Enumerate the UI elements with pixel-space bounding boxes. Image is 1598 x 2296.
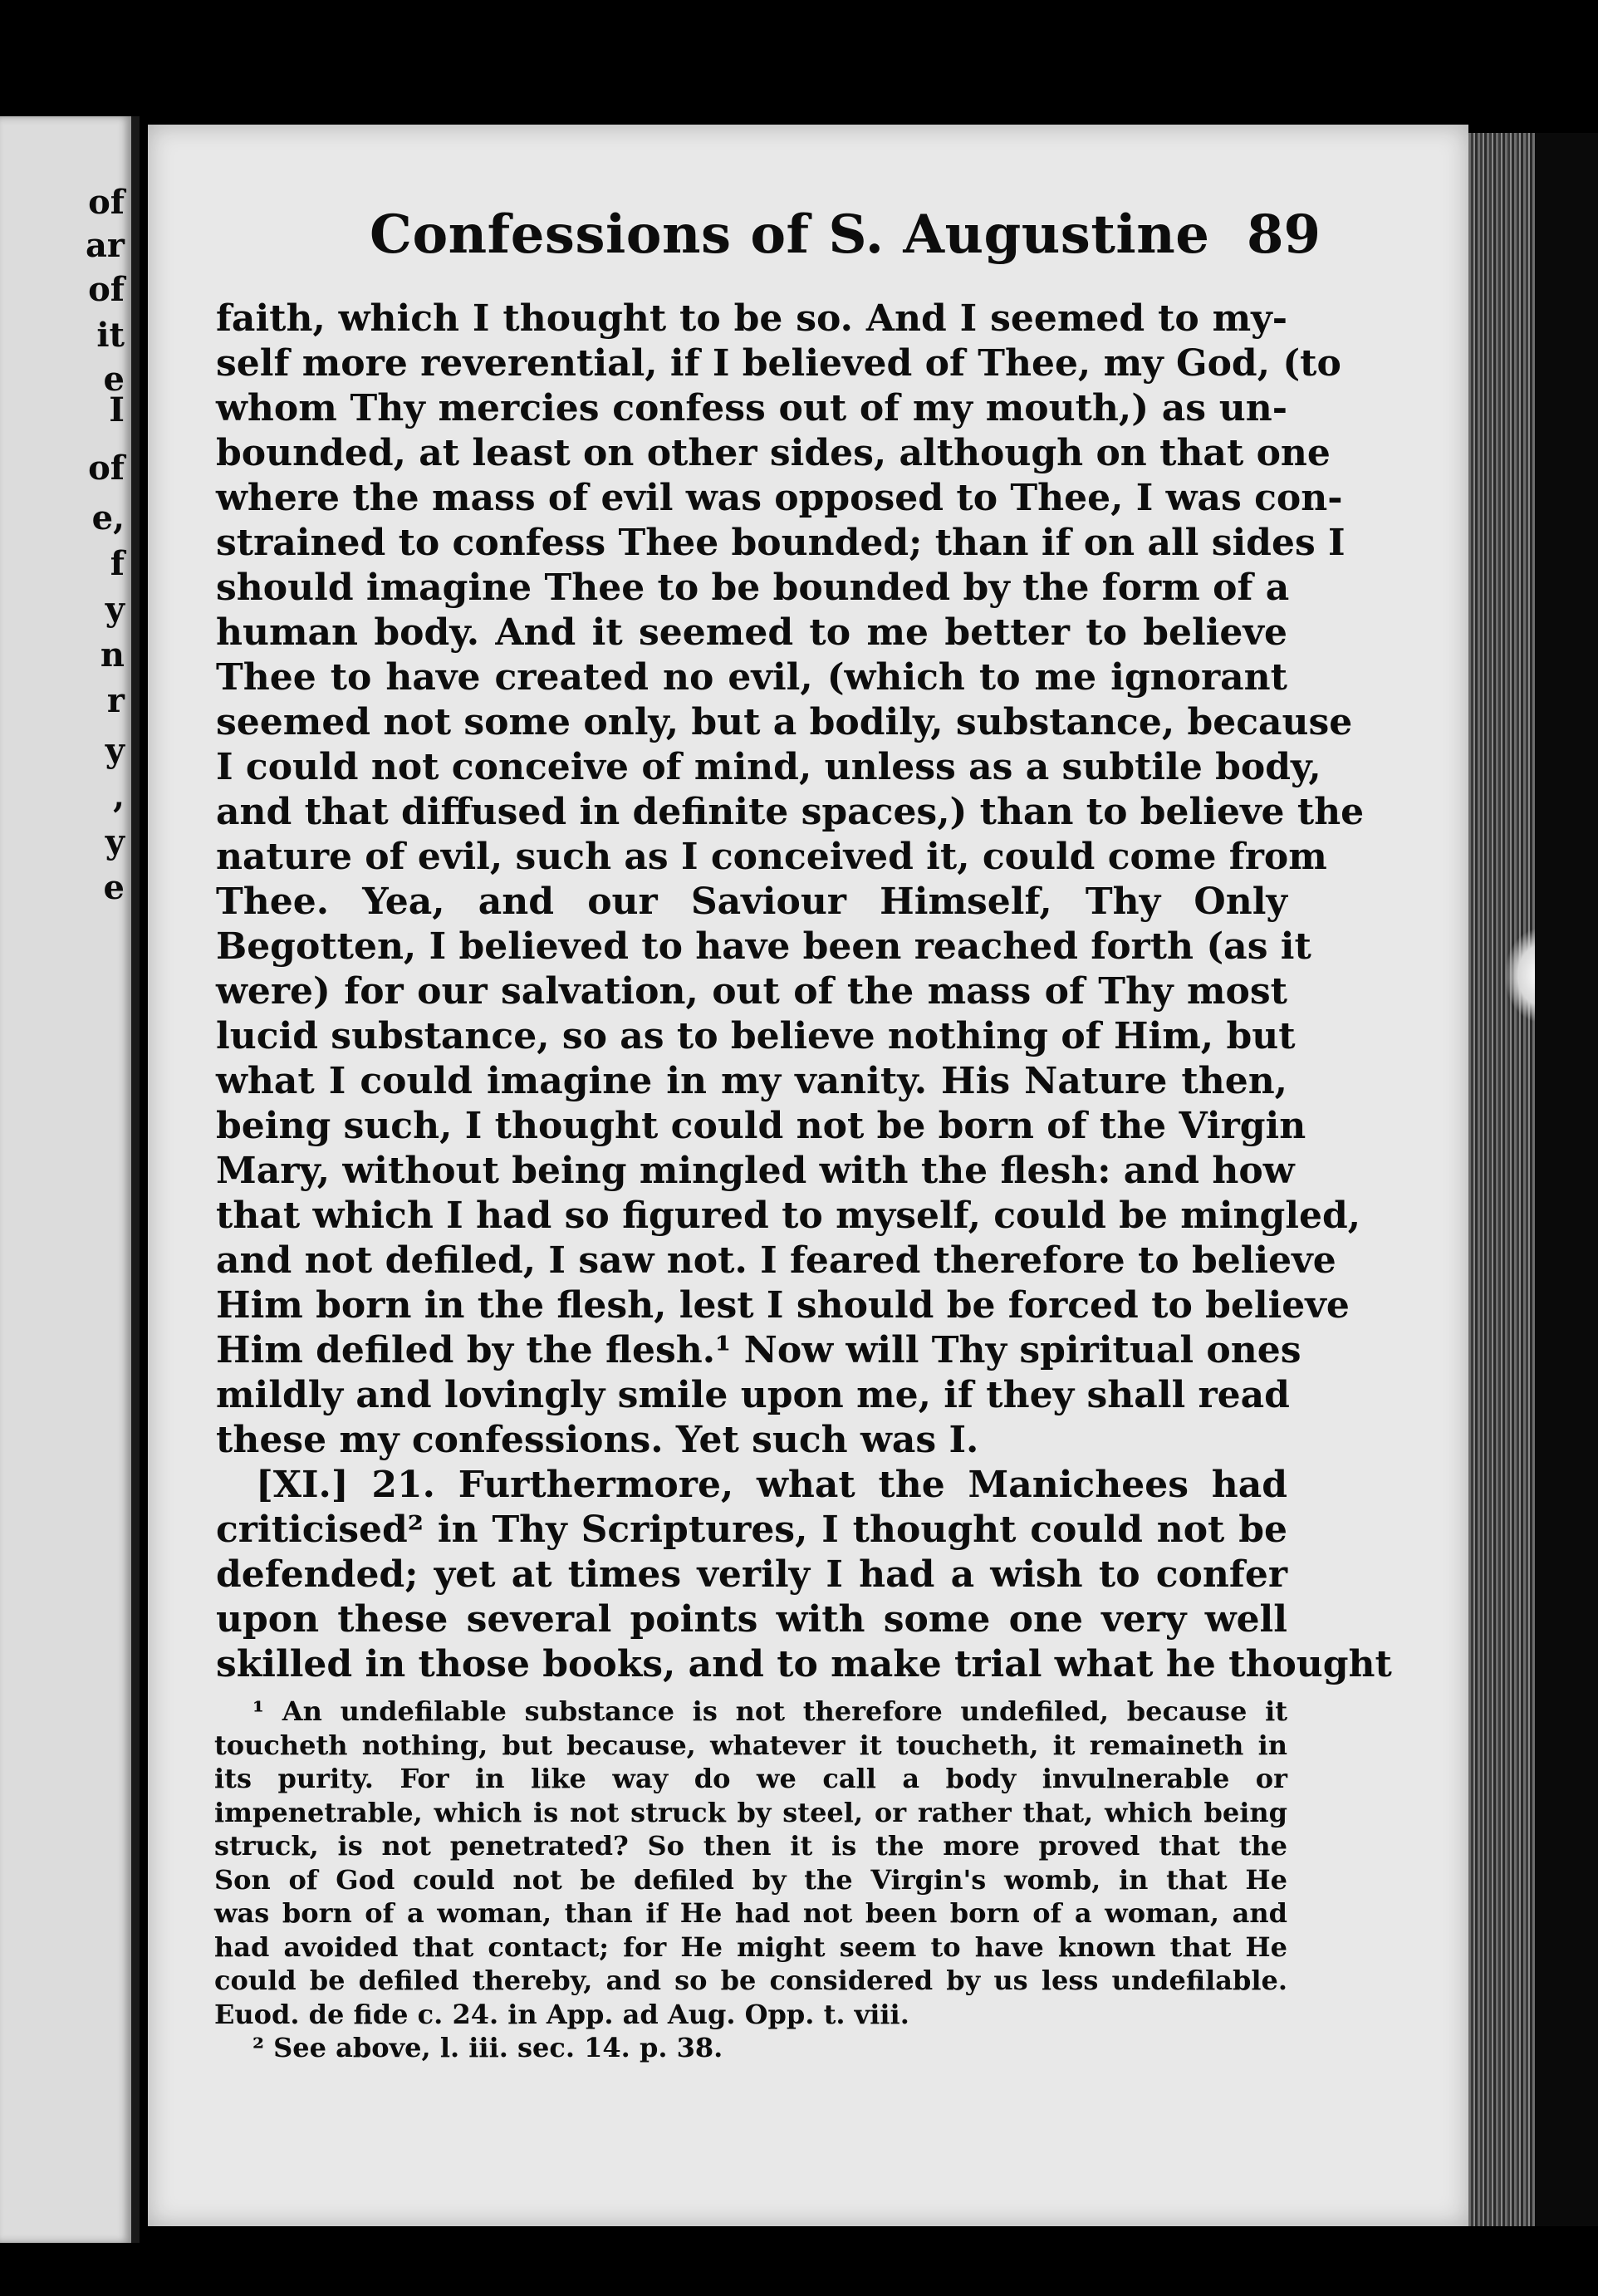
text-line: human body. And it seemed to me better to believe <box>216 611 1287 654</box>
text-line: being such, I thought could not be born of the Virgin <box>216 1105 1306 1147</box>
left-page-fragment: e <box>103 360 125 399</box>
text-line: criticised² in Thy Scriptures, I thought could not be <box>216 1509 1287 1551</box>
main-text <box>216 297 1392 1687</box>
footnote-line: toucheth nothing, but because, whatever it toucheth, it remaineth in <box>214 1729 1287 1761</box>
footnote-line: could be defiled thereby, and so be considered by us less undefilable. <box>214 1965 1287 1996</box>
left-page-fragment: n <box>100 635 125 675</box>
text-line: what I could imagine in my vanity. His Nature then, <box>216 1060 1287 1102</box>
footnotes <box>214 1695 1287 2065</box>
text-line: strained to confess Thee bounded; than if on all sides I <box>216 522 1346 564</box>
text-line: and not defiled, I saw not. I feared therefore to believe <box>216 1239 1336 1282</box>
footnote-line: Euod. de fide c. 24. in App. ad Aug. Opp. t. viii. <box>214 1998 909 2030</box>
footnote-line: Son of God could not be defiled by the Virgin's womb, in that He <box>214 1863 1287 1896</box>
footnote-line: was born of a woman, than if He had not been born of a woman, and <box>214 1897 1287 1929</box>
text-line: skilled in those books, and to make trial what he thought <box>216 1643 1392 1685</box>
left-page-fragment: y <box>105 590 125 629</box>
footnote-line: impenetrable, which is not struck by steel, or rather that, which being <box>214 1796 1287 1828</box>
left-page-fragment: , <box>113 777 125 816</box>
text-line: that which I had so figured to myself, could be mingled, <box>216 1195 1361 1237</box>
text-line: Begotten, I believed to have been reached forth (as it <box>216 925 1311 968</box>
left-page-fragment: I <box>109 390 125 429</box>
left-page-fragment: of <box>88 270 125 309</box>
text-line: [XI.] 21. Furthermore, what the Manichees had <box>256 1464 1287 1506</box>
text-line: faith, which I thought to be so. And I seemed to my- <box>216 297 1287 340</box>
left-page-fragment: f <box>110 544 125 583</box>
text-line: Thee to have created no evil, (which to me ignorant <box>216 656 1287 699</box>
text-line: Thee. Yea, and our Saviour Himself, Thy Only <box>216 881 1287 923</box>
running-title: Confessions of S. Augustine <box>370 204 1210 266</box>
text-line: bounded, at least on other sides, although on that one <box>216 432 1331 474</box>
text-line: Him defiled by the flesh.¹ Now will Thy spiritual ones <box>216 1329 1301 1371</box>
footnote-line: had avoided that contact; for He might seem to have known that He <box>214 1931 1287 1963</box>
book-cover-edge <box>1535 133 1598 2226</box>
left-page-fragment: it <box>96 316 125 355</box>
text-line: lucid substance, so as to believe nothing of Him, but <box>216 1015 1296 1057</box>
left-page-fragment: e <box>103 868 125 907</box>
text-line: self more reverential, if I believed of Thee, my God, (to <box>216 342 1341 385</box>
text-line: I could not conceive of mind, unless as a subtile body, <box>216 746 1321 788</box>
text-line: and that diffused in definite spaces,) than to believe the <box>216 791 1365 833</box>
footnote-line: ² See above, l. iii. sec. 14. p. 38. <box>252 2032 723 2063</box>
text-line: should imagine Thee to be bounded by the form of a <box>216 567 1290 609</box>
left-page-margin <box>0 116 140 2243</box>
text-line: upon these several points with some one very well <box>216 1598 1287 1641</box>
footnote-line: ¹ An undefilable substance is not therefore undefiled, because it <box>252 1695 1287 1727</box>
footnote-line: its purity. For in like way do we call a body invulnerable or <box>214 1763 1287 1794</box>
text-line: whom Thy mercies confess out of my mouth,) as un- <box>216 387 1287 429</box>
left-page-fragment: of <box>88 449 125 488</box>
left-page-fragment: e, <box>91 498 125 537</box>
text-line: mildly and lovingly smile upon me, if they shall read <box>216 1374 1290 1416</box>
left-page-fragment: y <box>105 822 125 861</box>
footnote-line: struck, is not penetrated? So then it is the more proved that the <box>214 1830 1287 1862</box>
text-line: nature of evil, such as I conceived it, could come from <box>216 836 1327 878</box>
text-line: were) for our salvation, out of the mass of Thy most <box>216 970 1287 1013</box>
left-page-fragment: ar <box>86 226 125 265</box>
text-line: where the mass of evil was opposed to Thee, I was con- <box>216 477 1343 519</box>
left-page-fragment: y <box>105 731 125 770</box>
page-number: 89 <box>1246 204 1321 266</box>
running-head <box>216 204 1321 278</box>
text-line: defended; yet at times verily I had a wish to confer <box>216 1553 1287 1596</box>
text-line: seemed not some only, but a bodily, substance, because <box>216 701 1353 743</box>
left-page-fragment: r <box>106 681 125 720</box>
left-page-fragment: of <box>88 183 125 222</box>
page-edge <box>1468 133 1535 2226</box>
text-line: Him born in the flesh, lest I should be forced to believe <box>216 1284 1350 1327</box>
text-line: Mary, without being mingled with the flesh: and how <box>216 1150 1295 1192</box>
text-line: these my confessions. Yet such was I. <box>216 1419 979 1461</box>
